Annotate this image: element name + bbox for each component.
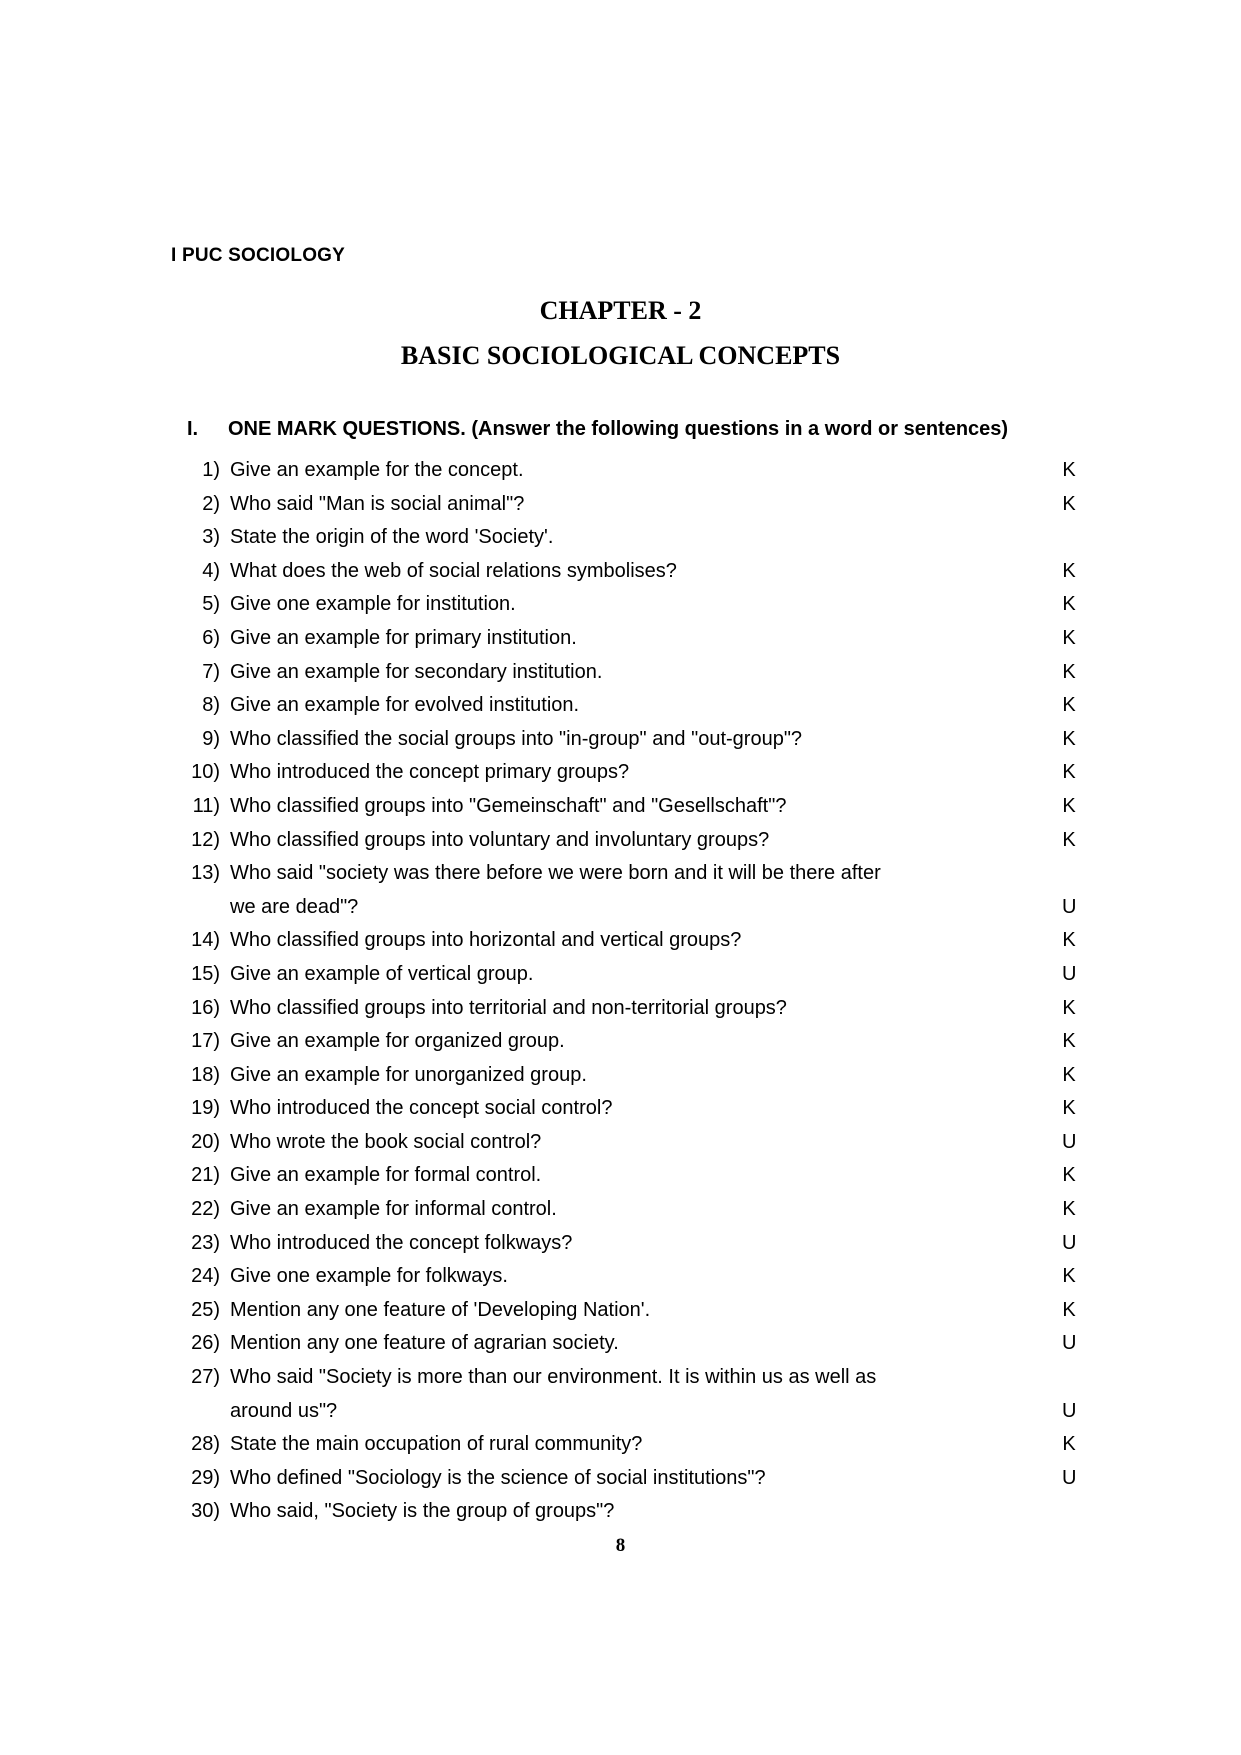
question-number: 29) [191, 1466, 220, 1489]
question-level-code: U [1062, 962, 1077, 985]
question-text: Give an example for the concept. [230, 459, 524, 481]
question-text: Give an example for unorganized group. [230, 1063, 587, 1086]
question-number: 11) [192, 794, 220, 817]
question-text: Who introduced the concept primary groups? [230, 761, 630, 784]
question-number: 18) [191, 1063, 220, 1086]
question-row [0, 1025, 1241, 1059]
question-level-code: U [1062, 1231, 1077, 1254]
question-text: Who introduced the concept folkways? [230, 1231, 573, 1254]
question-number: 17) [191, 1030, 220, 1053]
question-level-code: U [1062, 895, 1077, 918]
question-row [0, 891, 1241, 925]
question-row [0, 1227, 1241, 1261]
question-level-code: K [1062, 794, 1076, 817]
question-row [0, 1361, 1241, 1395]
question-number: 14) [191, 929, 220, 952]
question-text: State the origin of the word 'Society'. [230, 526, 554, 549]
question-text: Who said, "Society is the group of groups"? [230, 1500, 615, 1523]
question-row [0, 857, 1241, 891]
question-level-code: K [1062, 1298, 1076, 1321]
question-row [0, 1495, 1241, 1529]
header-label: I PUC SOCIOLOGY [171, 245, 346, 266]
question-row [0, 958, 1241, 992]
question-level-code: K [1062, 1030, 1076, 1053]
section-heading [187, 418, 1008, 441]
question-row [0, 723, 1241, 757]
question-text: Give an example for organized group. [230, 1030, 565, 1053]
question-level-code: K [1062, 1198, 1076, 1221]
question-number: 2) [202, 492, 220, 515]
question-row [0, 622, 1241, 656]
question-number: 27) [191, 1366, 220, 1389]
question-level-code: K [1062, 626, 1076, 649]
question-text: State the main occupation of rural community? [230, 1433, 643, 1456]
question-level-code: K [1062, 459, 1076, 481]
question-number: 13) [191, 862, 220, 885]
question-row [0, 555, 1241, 589]
question-text: Give one example for institution. [230, 593, 516, 616]
question-number: 25) [191, 1298, 220, 1321]
question-row [0, 1193, 1241, 1227]
question-row [0, 1395, 1241, 1429]
question-text: Who wrote the book social control? [230, 1130, 542, 1153]
question-level-code: K [1062, 492, 1076, 515]
question-number: 26) [191, 1332, 220, 1355]
question-level-code: K [1062, 1265, 1076, 1288]
question-number: 24) [191, 1265, 220, 1288]
question-number: 6) [202, 626, 220, 649]
question-row [0, 992, 1241, 1026]
question-list [0, 454, 1241, 1529]
question-text: Who introduced the concept social control? [230, 1097, 613, 1120]
question-row [0, 1260, 1241, 1294]
question-row [0, 1059, 1241, 1093]
question-text: Who classified groups into "Gemeinschaft" and "Gesellschaft"? [230, 794, 787, 817]
question-row [0, 1428, 1241, 1462]
question-row [0, 1294, 1241, 1328]
question-text: Mention any one feature of 'Developing Nation'. [230, 1298, 651, 1321]
question-level-code: K [1062, 929, 1076, 952]
question-row [0, 689, 1241, 723]
question-text: Give an example for informal control. [230, 1198, 557, 1221]
question-text: Give an example for evolved institution. [230, 694, 580, 717]
question-text: Give an example for primary institution. [230, 626, 577, 649]
question-level-code: U [1062, 1332, 1077, 1355]
question-text: Who defined "Sociology is the science of social institutions"? [230, 1466, 766, 1489]
chapter-title: CHAPTER - 2 [539, 296, 702, 325]
question-text: Give an example of vertical group. [230, 962, 534, 985]
section-number: I. [187, 418, 199, 440]
question-level-code: K [1062, 1433, 1076, 1456]
question-text: Mention any one feature of agrarian society. [230, 1332, 619, 1355]
question-number: 20) [191, 1130, 220, 1153]
question-number: 15) [191, 962, 220, 985]
question-number: 10) [191, 761, 220, 784]
question-row [0, 454, 1241, 488]
question-level-code: K [1062, 1063, 1076, 1086]
question-row [0, 1126, 1241, 1160]
question-number: 5) [202, 593, 220, 616]
question-level-code: K [1062, 727, 1076, 750]
question-number: 3) [202, 526, 220, 549]
question-level-code: U [1062, 1399, 1077, 1422]
section-heading-text: ONE MARK QUESTIONS. (Answer the following questions in a word or sentences) [228, 418, 1009, 440]
question-number: 30) [191, 1500, 220, 1523]
question-number: 1) [202, 459, 220, 481]
question-text: Who classified groups into voluntary and involuntary groups? [230, 828, 770, 851]
question-row [0, 1159, 1241, 1193]
page-number: 8 [615, 1535, 626, 1556]
question-text: Who said "society was there before we were born and it will be there after [230, 862, 881, 885]
question-text: Who said "Man is social animal"? [230, 492, 525, 515]
question-number: 16) [191, 996, 220, 1019]
question-text: Who classified groups into territorial and non-territorial groups? [230, 996, 787, 1019]
question-row [0, 756, 1241, 790]
question-text: What does the web of social relations symbolises? [230, 559, 677, 582]
question-level-code: K [1062, 660, 1076, 683]
question-number: 19) [191, 1097, 220, 1120]
question-level-code: K [1062, 761, 1076, 784]
chapter-subtitle: BASIC SOCIOLOGICAL CONCEPTS [400, 341, 841, 370]
question-number: 8) [202, 694, 220, 717]
question-level-code: K [1062, 996, 1076, 1019]
question-level-code: U [1062, 1130, 1077, 1153]
question-row [0, 790, 1241, 824]
question-number: 4) [202, 559, 220, 582]
question-level-code: K [1062, 593, 1076, 616]
question-text: Who classified groups into horizontal and vertical groups? [230, 929, 742, 952]
question-number: 23) [191, 1231, 220, 1254]
question-number: 28) [191, 1433, 220, 1456]
question-number: 9) [202, 727, 220, 750]
question-text: Who classified the social groups into "in-group" and "out-group"? [230, 727, 803, 750]
question-level-code: K [1062, 1097, 1076, 1120]
question-row [0, 521, 1241, 555]
question-row [0, 488, 1241, 522]
question-level-code: K [1062, 559, 1076, 582]
question-text: around us"? [230, 1399, 338, 1422]
question-number: 12) [191, 828, 220, 851]
question-row [0, 1327, 1241, 1361]
question-number: 22) [191, 1198, 220, 1221]
question-row [0, 1092, 1241, 1126]
question-number: 7) [202, 660, 220, 683]
question-text: we are dead"? [230, 895, 359, 918]
question-row [0, 656, 1241, 690]
question-row [0, 1462, 1241, 1496]
question-text: Give an example for formal control. [230, 1164, 542, 1187]
question-row [0, 824, 1241, 858]
question-row [0, 924, 1241, 958]
question-text: Who said "Society is more than our environment. It is within us as well as [230, 1366, 877, 1389]
question-level-code: K [1062, 1164, 1076, 1187]
question-level-code: K [1062, 694, 1076, 717]
question-level-code: U [1062, 1466, 1077, 1489]
question-number: 21) [191, 1164, 220, 1187]
question-row [0, 588, 1241, 622]
question-level-code: K [1062, 828, 1076, 851]
question-text: Give one example for folkways. [230, 1265, 508, 1288]
question-text: Give an example for secondary institution. [230, 660, 603, 683]
